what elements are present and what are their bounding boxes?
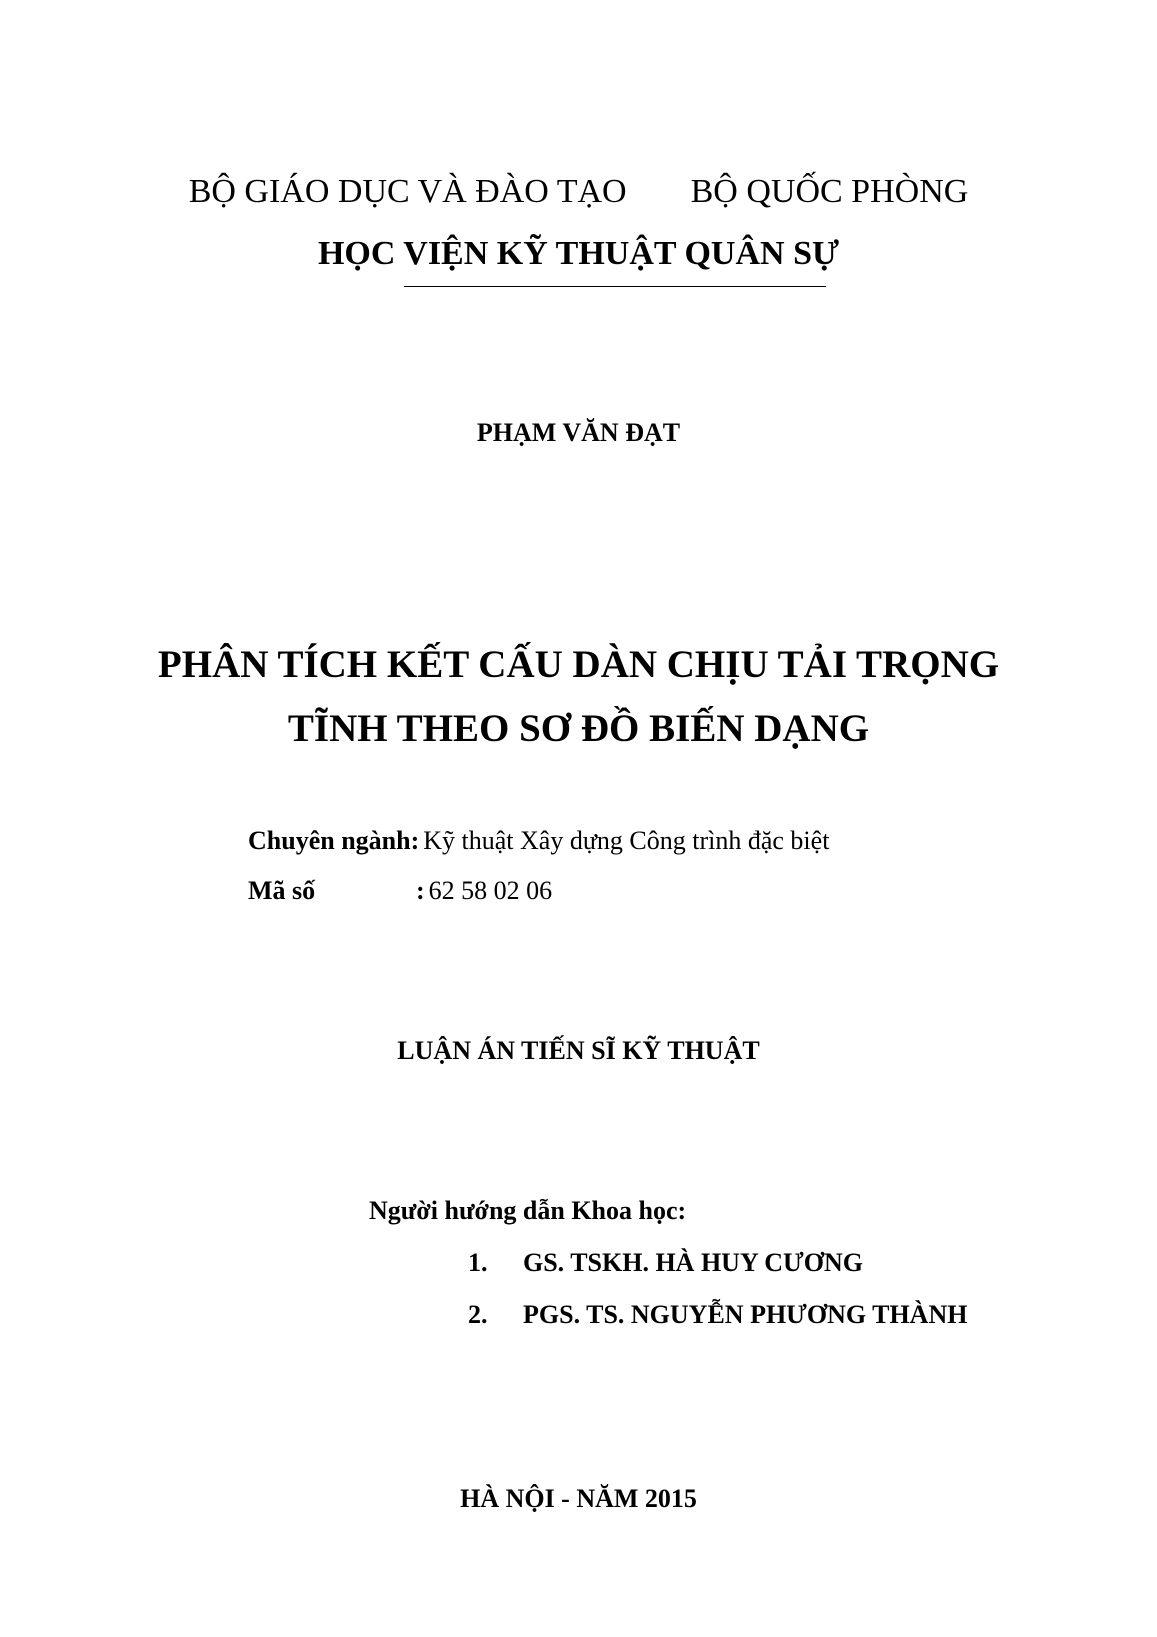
advisor-heading: Người hướng dẫn Khoa học: xyxy=(369,1196,687,1225)
major-value: Kỹ thuật Xây dựng Công trình đặc biệt xyxy=(423,826,830,855)
institute-underline xyxy=(404,286,826,287)
place-year: HÀ NỘI - NĂM 2015 xyxy=(460,1484,697,1513)
code-colon: : xyxy=(416,876,425,905)
degree-title: LUẬN ÁN TIẾN SĨ KỸ THUẬT xyxy=(397,1036,760,1065)
thesis-title-line1: PHÂN TÍCH KẾT CẤU DÀN CHỊU TẢI TRỌNG xyxy=(157,643,1000,686)
ministry-defense: BỘ QUỐC PHÒNG xyxy=(690,173,969,210)
major-row xyxy=(248,826,829,856)
code-value-row xyxy=(416,876,552,906)
code-value: 62 58 02 06 xyxy=(428,876,553,905)
advisor-1-number: 1. xyxy=(468,1248,488,1277)
major-label: Chuyên ngành: xyxy=(248,826,420,855)
code-label: Mã số xyxy=(248,876,316,905)
author-name: PHẠM VĂN ĐẠT xyxy=(476,418,681,447)
ministries-line xyxy=(0,173,1157,211)
ministry-education: BỘ GIÁO DỤC VÀ ĐÀO TẠO xyxy=(188,173,627,210)
advisor-1-name: GS. TSKH. HÀ HUY CƯƠNG xyxy=(523,1248,863,1277)
advisor-2-number: 2. xyxy=(468,1300,488,1329)
institute-name: HỌC VIỆN KỸ THUẬT QUÂN SỰ xyxy=(317,235,840,272)
thesis-title-line2: TĨNH THEO SƠ ĐỒ BIẾN DẠNG xyxy=(287,707,870,750)
advisor-2-name: PGS. TS. NGUYỄN PHƯƠNG THÀNH xyxy=(523,1300,968,1329)
